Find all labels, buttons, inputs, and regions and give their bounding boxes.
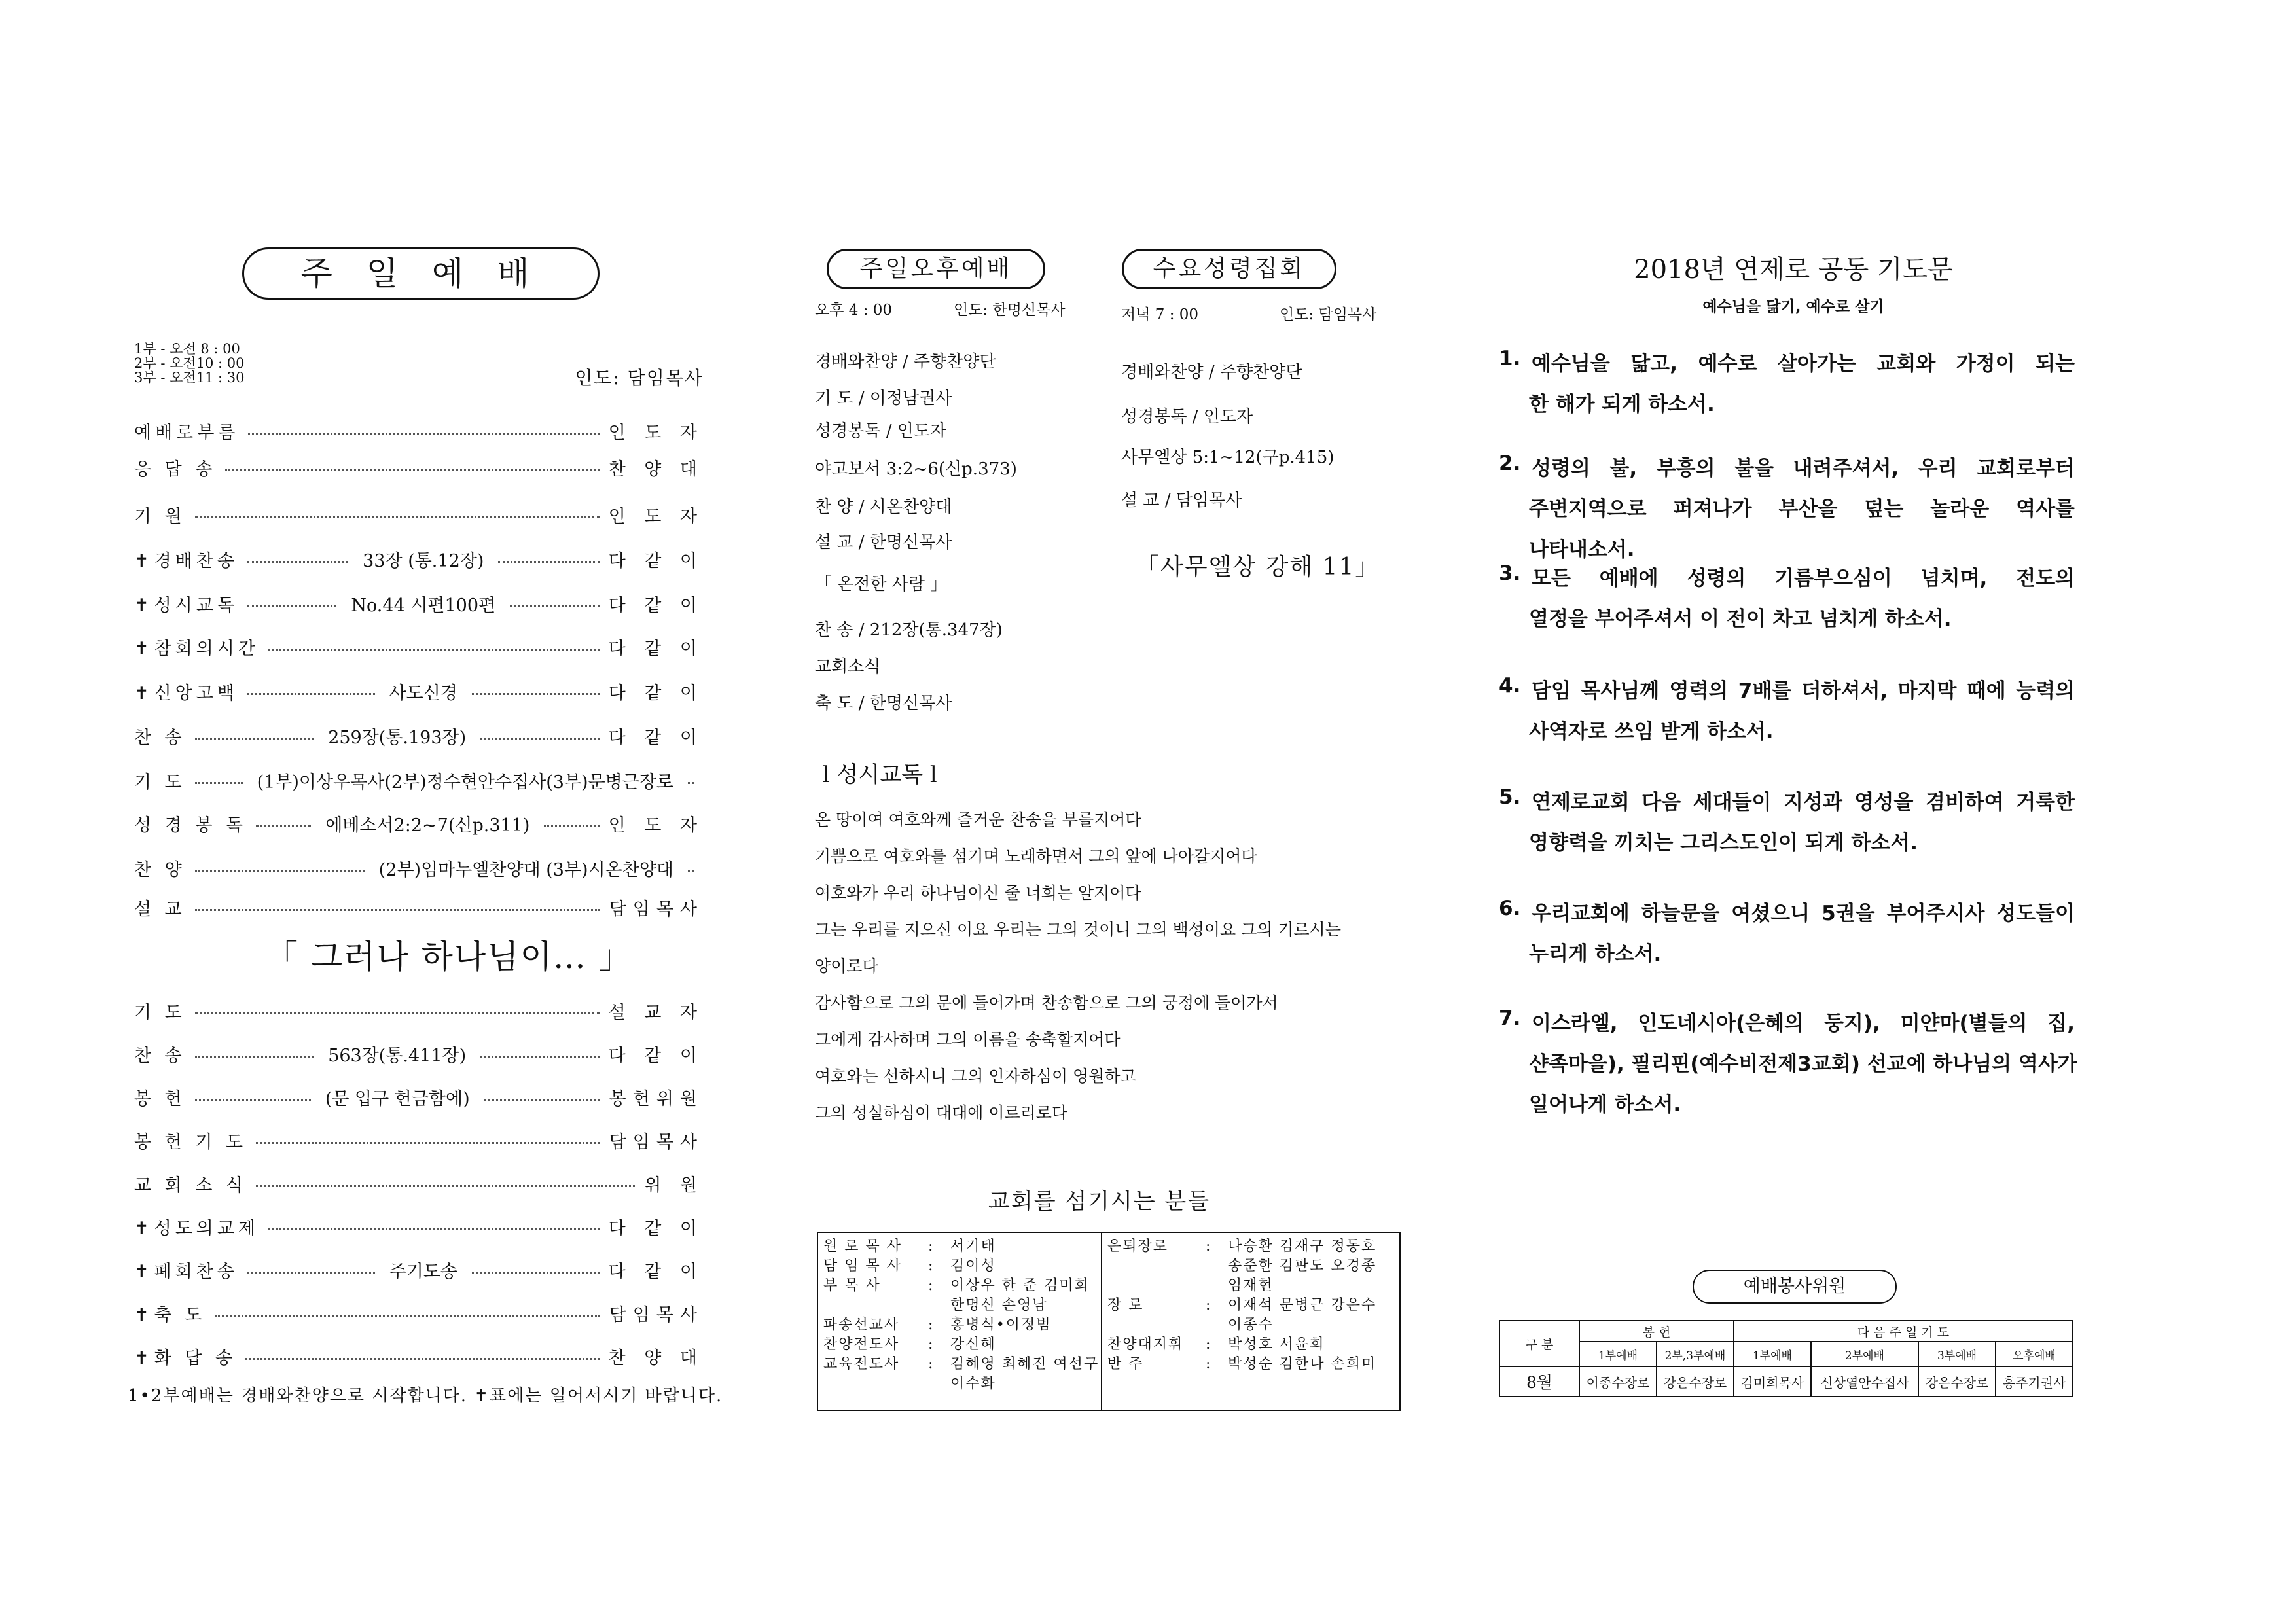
afternoon-line: 성경봉독 / 인도자 <box>815 421 947 441</box>
leader-dots <box>247 561 348 563</box>
order-label <box>134 895 186 920</box>
service-header: 2부,3부예배 <box>1657 1342 1734 1366</box>
order-label-text: 응 답 송 <box>134 459 217 480</box>
order-label-text: 기 도 <box>134 772 186 793</box>
order-label-text: 기 도 <box>134 1002 186 1023</box>
servant-names: 임재현 <box>1228 1277 1274 1294</box>
order-of-worship-1 <box>134 416 704 927</box>
order-label <box>134 591 238 616</box>
servant-names: 김이성 <box>950 1258 996 1274</box>
servant-role: 부 목 사 <box>823 1277 881 1294</box>
order-person: 다 같 이 <box>608 550 704 571</box>
servant-names: 홍병식•이정범 <box>950 1317 1052 1333</box>
leader-dots <box>195 1012 600 1014</box>
order-row <box>134 893 704 921</box>
service-header: 2부예배 <box>1811 1342 1918 1366</box>
servant-row <box>1107 1335 1376 1355</box>
prayer-number: 2. <box>1499 452 1521 475</box>
servant-row <box>823 1355 1099 1374</box>
servant-name-cell: 신상열안수집사 <box>1811 1366 1918 1397</box>
order-of-worship-2 <box>134 996 704 1402</box>
leader-dots <box>498 561 599 563</box>
leader-dots <box>256 1185 635 1187</box>
servant-names: 이재석 문병근 강은수 <box>1228 1297 1377 1313</box>
servant-row <box>1107 1276 1376 1296</box>
order-label <box>134 855 186 881</box>
prayer-number: 7. <box>1499 1007 1521 1030</box>
leader-dots <box>688 782 694 784</box>
servant-colon <box>1206 1315 1228 1335</box>
reading-line: 감사함으로 그의 문에 들어가며 찬송함으로 그의 궁정에 들어가서 <box>815 993 1278 1012</box>
wednesday-line: 성경봉독 / 인도자 <box>1121 407 1253 427</box>
prayer-line: 성령의 불, 부흥의 불을 내려주셔서, 우리 교회로부터 <box>1532 457 2075 480</box>
order-person: 담임목사 <box>609 1304 704 1325</box>
prayer-column <box>1499 0 2088 1623</box>
servant-colon: : <box>928 1277 933 1294</box>
order-label-text: 화 답 송 <box>154 1347 237 1368</box>
order-person: 찬 양 대 <box>608 459 704 480</box>
committee-title: 예배봉사위원 <box>1693 1270 1897 1304</box>
servant-colon: : <box>1206 1336 1211 1353</box>
servant-role: 장 로 <box>1107 1297 1144 1313</box>
reading-line: 온 땅이여 여호와께 즐거운 찬송을 부를지어다 <box>815 810 1141 829</box>
order-label <box>134 723 186 749</box>
servant-name-cell: 강은수장로 <box>1918 1366 1996 1397</box>
cross-icon: ✝ <box>134 550 153 571</box>
afternoon-line: 야고보서 3:2~6(신p.373) <box>815 459 1017 479</box>
leader-dots <box>472 693 600 695</box>
servant-names: 김혜영 최혜진 여선구 <box>950 1356 1100 1372</box>
offering-header: 봉 헌 <box>1579 1321 1734 1342</box>
order-row <box>134 632 704 661</box>
next-prayer-header: 다 음 주 일 기 도 <box>1734 1321 2073 1342</box>
wednesday-time: 저녁 7 : 00 <box>1121 306 1199 323</box>
servant-colon: : <box>928 1356 933 1372</box>
order-label <box>134 1128 247 1153</box>
wednesday-leader: 인도: 담임목사 <box>1280 306 1377 323</box>
prayer-line: 주변지역으로 퍼져나가 부산을 덮는 놀라운 역사를 <box>1529 497 2075 521</box>
order-row <box>134 500 704 529</box>
servant-names: 이종수 <box>1228 1317 1274 1333</box>
servant-names: 이수화 <box>950 1376 996 1392</box>
servant-role: 은퇴장로 <box>1107 1238 1169 1255</box>
order-label <box>134 546 238 572</box>
reading-line: 양이로다 <box>815 957 878 976</box>
service-header: 1부예배 <box>1579 1342 1657 1366</box>
servant-colon <box>1206 1276 1228 1296</box>
prayer-line: 일어나게 하소서. <box>1529 1093 1681 1116</box>
order-label-text: 경배찬송 <box>154 550 238 571</box>
order-row <box>134 853 704 882</box>
order-label <box>134 455 216 480</box>
leader-dots <box>247 1272 375 1274</box>
servant-role: 교육전도사 <box>823 1356 900 1372</box>
servant-colon: : <box>1206 1356 1211 1372</box>
order-row <box>134 1212 704 1241</box>
afternoon-line: 「 온전한 사람 」 <box>815 575 948 594</box>
reading-line: 여호와가 우리 하나님이신 줄 너희는 알지어다 <box>815 883 1141 902</box>
cross-icon: ✝ <box>134 1304 153 1325</box>
servant-colon: : <box>928 1336 933 1353</box>
servant-colon <box>928 1296 950 1315</box>
leader-dots <box>510 605 599 607</box>
leader-dots <box>248 433 599 435</box>
order-label <box>134 768 186 793</box>
order-detail: No.44 시편100편 <box>351 595 496 616</box>
leader-dots <box>688 870 694 872</box>
service-header: 1부예배 <box>1734 1342 1811 1366</box>
order-label-text: 성시교독 <box>154 595 238 616</box>
prayer-line: 영향력을 끼치는 그리스도인이 되게 하소서. <box>1529 831 1918 855</box>
servant-names: 박성호 서윤희 <box>1228 1336 1325 1353</box>
order-label-text: 찬 송 <box>134 727 186 748</box>
order-label-text: 설 교 <box>134 899 186 919</box>
servant-row <box>823 1335 1099 1355</box>
cross-icon: ✝ <box>134 595 153 616</box>
order-label-text: 폐회찬송 <box>154 1261 238 1282</box>
servant-names: 한명신 손영남 <box>950 1297 1048 1313</box>
order-label <box>134 1041 186 1067</box>
servant-colon: : <box>1206 1297 1211 1313</box>
servant-names: 이상우 한 준 김미희 <box>950 1277 1090 1294</box>
reading-line: 그의 성실하심이 대대에 이르리로다 <box>815 1103 1068 1122</box>
order-person: 다 같 이 <box>608 595 704 616</box>
order-person: 다 같 이 <box>608 683 704 704</box>
servant-role <box>1107 1276 1206 1296</box>
order-label <box>134 418 239 444</box>
order-label <box>134 502 186 527</box>
leader-dots <box>247 605 336 607</box>
servant-role <box>823 1296 928 1315</box>
servant-row <box>1107 1237 1376 1257</box>
servant-row <box>823 1374 1099 1394</box>
order-label <box>134 1257 238 1283</box>
servant-name-cell: 강은수장로 <box>1657 1366 1734 1397</box>
order-person: 설 교 자 <box>608 1002 704 1023</box>
wednesday-sermon: 「사무엘상 강해 11」 <box>1136 554 1380 580</box>
wednesday-line: 사무엘상 5:1~12(구p.415) <box>1121 448 1335 467</box>
order-detail: (1부)이상우목사(2부)정수현안수집사(3부)문병근장로 <box>257 772 673 793</box>
order-row <box>134 677 704 705</box>
order-person: 위 원 <box>644 1175 704 1196</box>
prayer-line: 열정을 부어주셔서 이 전이 차고 넘치게 하소서. <box>1529 607 1952 631</box>
prayer-line: 사역자로 쓰임 받게 하소서. <box>1529 720 1774 743</box>
leader-dots <box>268 649 600 651</box>
order-label <box>134 1300 206 1326</box>
prayer-line: 모든 예배에 성령의 기름부으심이 넘치며, 전도의 <box>1532 567 2075 590</box>
prayer-subtitle: 예수님을 닮기, 예수로 살기 <box>1702 298 1884 315</box>
leader-dots <box>215 1315 600 1317</box>
order-detail: 33장 (통.12장) <box>363 550 484 571</box>
leader-dots <box>472 1272 600 1274</box>
order-label-text: 축 도 <box>154 1304 206 1325</box>
leader-dots <box>544 825 599 827</box>
order-label <box>134 1344 236 1369</box>
servants-right <box>1102 1233 1399 1410</box>
afternoon-leader: 인도: 한명신목사 <box>954 302 1066 319</box>
order-person: 다 같 이 <box>608 638 704 659</box>
prayer-number: 5. <box>1499 785 1521 809</box>
order-row <box>134 453 704 482</box>
leader-dots <box>256 1142 600 1144</box>
servant-colon: : <box>928 1258 933 1274</box>
order-label-text: 성 경 봉 독 <box>134 815 247 836</box>
order-label <box>134 1084 186 1110</box>
service-times: 1부 - 오전 8 : 00 2부 - 오전10 : 00 3부 - 오전11 : 30 <box>134 341 245 385</box>
order-label-text: 기 원 <box>134 506 186 527</box>
order-label-text: 찬 송 <box>134 1045 186 1066</box>
servant-row <box>1107 1355 1376 1374</box>
order-row <box>134 1126 704 1154</box>
sunday-service-title: 주 일 예 배 <box>242 247 600 300</box>
prayer-line: 이스라엘, 인도네시아(은혜의 둥지), 미얀마(별들의 집, <box>1532 1012 2075 1035</box>
reading-line: 그는 우리를 지으신 이요 우리는 그의 것이니 그의 백성이요 그의 기르시는 <box>815 920 1341 939</box>
servant-colon: : <box>928 1238 933 1255</box>
footnote: 1•2부예배는 경배와찬양으로 시작합니다. ✝표에는 일어서시기 바랍니다. <box>128 1386 723 1406</box>
order-row <box>134 1298 704 1327</box>
leader-dots <box>247 693 375 695</box>
servant-colon: : <box>1206 1238 1211 1255</box>
order-person: 인 도 자 <box>608 422 704 443</box>
order-person: 다 같 이 <box>608 1045 704 1066</box>
prayer-number: 1. <box>1499 347 1521 370</box>
servant-colon <box>1206 1257 1228 1276</box>
order-person: 인 도 자 <box>608 506 704 527</box>
order-label <box>134 998 186 1024</box>
prayer-line: 담임 목사님께 영력의 7배를 더하셔서, 마지막 때에 능력의 <box>1532 679 2075 703</box>
reading-line: 여호와는 선하시니 그의 인자하심이 영원하고 <box>815 1067 1136 1086</box>
servant-name-cell: 홍주기권사 <box>1996 1366 2073 1397</box>
leader-dots <box>195 516 600 518</box>
wednesday-line: 경배와찬양 / 주향찬양단 <box>1121 363 1302 382</box>
servant-role: 찬양전도사 <box>823 1336 900 1353</box>
committee-table <box>1499 1320 2073 1397</box>
prayer-line: 예수님을 닮고, 예수로 살아가는 교회와 가정이 되는 <box>1532 352 2075 376</box>
prayer-line: 샨족마을), 필리핀(예수비전제3교회) 선교에 하나님의 역사가 <box>1529 1052 2077 1076</box>
order-row <box>134 416 704 445</box>
servant-role: 반 주 <box>1107 1356 1144 1372</box>
afternoon-service-title: 주일오후예배 <box>827 249 1045 289</box>
order-person: 담임목사 <box>609 899 704 919</box>
order-person: 다 같 이 <box>608 1261 704 1282</box>
servants-table <box>1107 1237 1376 1374</box>
servant-name-cell: 김미희목사 <box>1734 1366 1811 1397</box>
servant-colon: : <box>928 1317 933 1333</box>
order-label <box>134 634 259 660</box>
order-row <box>134 544 704 573</box>
order-row <box>134 766 704 794</box>
leader-dots <box>225 469 599 471</box>
prayer-number: 4. <box>1499 674 1521 698</box>
servant-row <box>823 1296 1099 1315</box>
order-row <box>134 1082 704 1111</box>
servant-row <box>1107 1296 1376 1315</box>
wednesday-service-title: 수요성령집회 <box>1122 249 1336 289</box>
responsive-reading-title: l 성시교독 l <box>823 762 937 788</box>
leader-dots <box>195 782 243 784</box>
servant-row <box>823 1276 1099 1296</box>
order-row <box>134 996 704 1025</box>
sermon-title: 「 그러나 하나님이… 」 <box>265 938 633 976</box>
order-label <box>134 1171 247 1196</box>
leader-dots <box>195 1099 311 1101</box>
servant-names: 나승환 김재구 정동호 <box>1228 1238 1377 1255</box>
servant-names: 송준한 김판도 오경종 <box>1228 1258 1377 1274</box>
leader-dots <box>245 1358 600 1360</box>
servant-role: 파송선교사 <box>823 1317 900 1333</box>
order-person: 담임목사 <box>609 1132 704 1152</box>
order-row <box>134 1169 704 1198</box>
order-label-text: 참회의시간 <box>154 638 260 659</box>
afternoon-time: 오후 4 : 00 <box>815 302 893 319</box>
leader-dots <box>484 1099 600 1101</box>
afternoon-line: 경배와찬양 / 주향찬양단 <box>815 352 996 372</box>
servants-title: 교회를 섬기시는 분들 <box>988 1188 1211 1215</box>
order-row <box>134 1039 704 1068</box>
order-row <box>134 589 704 618</box>
gubun-header: 구 분 <box>1499 1321 1579 1366</box>
order-row <box>134 721 704 750</box>
prayer-number: 6. <box>1499 897 1521 920</box>
order-detail: 563장(통.411장) <box>328 1045 467 1066</box>
cross-icon: ✝ <box>134 638 153 659</box>
prayer-number: 3. <box>1499 562 1521 585</box>
leader-dots <box>268 1228 600 1230</box>
servant-role <box>823 1374 928 1394</box>
order-label <box>134 811 247 836</box>
servant-row <box>823 1315 1099 1335</box>
service-header: 오후예배 <box>1996 1342 2073 1366</box>
order-label-text: 찬 양 <box>134 859 186 880</box>
order-person: 찬 양 대 <box>608 1347 704 1368</box>
servant-names: 서기태 <box>950 1238 996 1255</box>
cross-icon: ✝ <box>134 1261 153 1282</box>
order-row <box>134 1342 704 1370</box>
order-row <box>134 809 704 838</box>
order-detail: 주기도송 <box>389 1261 457 1282</box>
reading-line: 기쁨으로 여호와를 섬기며 노래하면서 그의 앞에 나아갈지어다 <box>815 847 1257 866</box>
order-detail: (2부)임마누엘찬양대 (3부)시온찬양대 <box>378 859 673 880</box>
cross-icon: ✝ <box>134 1218 153 1239</box>
servant-row <box>1107 1315 1376 1335</box>
prayer-line: 우리교회에 하늘문을 여셨으니 5권을 부어주시사 성도들이 <box>1532 902 2075 925</box>
servant-role: 담 임 목 사 <box>823 1258 902 1274</box>
order-row <box>134 1255 704 1284</box>
order-label-text: 봉 헌 기 도 <box>134 1132 247 1152</box>
prayer-line: 나타내소서. <box>1529 538 1635 562</box>
order-detail: (문 입구 헌금함에) <box>325 1088 470 1109</box>
order-person: 다 같 이 <box>608 727 704 748</box>
order-detail: 사도신경 <box>389 683 457 704</box>
order-person: 봉헌위원 <box>609 1088 704 1109</box>
leader-dots <box>256 825 311 827</box>
servant-role <box>1107 1315 1206 1335</box>
month-cell: 8월 <box>1499 1366 1579 1397</box>
servant-row <box>1107 1257 1376 1276</box>
servant-role <box>1107 1257 1206 1276</box>
afternoon-line: 기 도 / 이정남권사 <box>815 389 952 408</box>
leader-label: 인도: 담임목사 <box>575 367 704 389</box>
order-person: 인 도 자 <box>608 815 704 836</box>
leader-dots <box>195 1056 314 1058</box>
afternoon-line: 설 교 / 한명신목사 <box>815 533 952 552</box>
cross-icon: ✝ <box>134 683 153 704</box>
wednesday-line: 설 교 / 담임목사 <box>1121 491 1242 510</box>
cross-icon: ✝ <box>134 1347 153 1368</box>
leader-dots <box>480 738 599 740</box>
order-label-text: 교 회 소 식 <box>134 1175 247 1196</box>
servants-box <box>817 1232 1401 1411</box>
servant-role: 원 로 목 사 <box>823 1238 902 1255</box>
order-detail: 에베소서2:2~7(신p.311) <box>325 815 530 836</box>
order-label-text: 신앙고백 <box>154 683 238 704</box>
servant-role: 찬양대지휘 <box>1107 1336 1184 1353</box>
order-label <box>134 1214 259 1240</box>
order-label-text: 예배로부름 <box>134 422 240 443</box>
servant-names: 강신혜 <box>950 1336 996 1353</box>
afternoon-line: 축 도 / 한명신목사 <box>815 694 952 713</box>
prayer-line: 한 해가 되게 하소서. <box>1529 393 1715 416</box>
order-person: 다 같 이 <box>608 1218 704 1239</box>
prayer-line: 누리게 하소서. <box>1529 942 1662 966</box>
leader-dots <box>480 1056 599 1058</box>
afternoon-line: 찬 송 / 212장(통.347장) <box>815 620 1003 640</box>
servants-left <box>818 1233 1102 1410</box>
servant-colon <box>928 1374 950 1394</box>
afternoon-line: 찬 양 / 시온찬양대 <box>815 497 952 517</box>
leader-dots <box>195 738 314 740</box>
order-label-text: 성도의교제 <box>154 1218 260 1239</box>
leader-dots <box>195 870 365 872</box>
order-label <box>134 679 238 704</box>
reading-line: 그에게 감사하며 그의 이름을 송축할지어다 <box>815 1030 1121 1049</box>
order-label-text: 봉 헌 <box>134 1088 186 1109</box>
servants-table <box>823 1237 1099 1394</box>
servant-name-cell: 이종수장로 <box>1579 1366 1657 1397</box>
servant-names: 박성순 김한나 손희미 <box>1228 1356 1377 1372</box>
servant-row <box>823 1237 1099 1257</box>
servant-row <box>823 1257 1099 1276</box>
order-detail: 259장(통.193장) <box>328 727 467 748</box>
afternoon-line: 교회소식 <box>815 657 881 677</box>
prayer-line: 연제로교회 다음 세대들이 지성과 영성을 겸비하여 거룩한 <box>1532 791 2075 814</box>
service-header: 3부예배 <box>1918 1342 1996 1366</box>
prayer-title: 2018년 연제로 공동 기도문 <box>1634 255 1953 285</box>
middle-column <box>815 0 1404 1623</box>
leader-dots <box>195 909 600 911</box>
